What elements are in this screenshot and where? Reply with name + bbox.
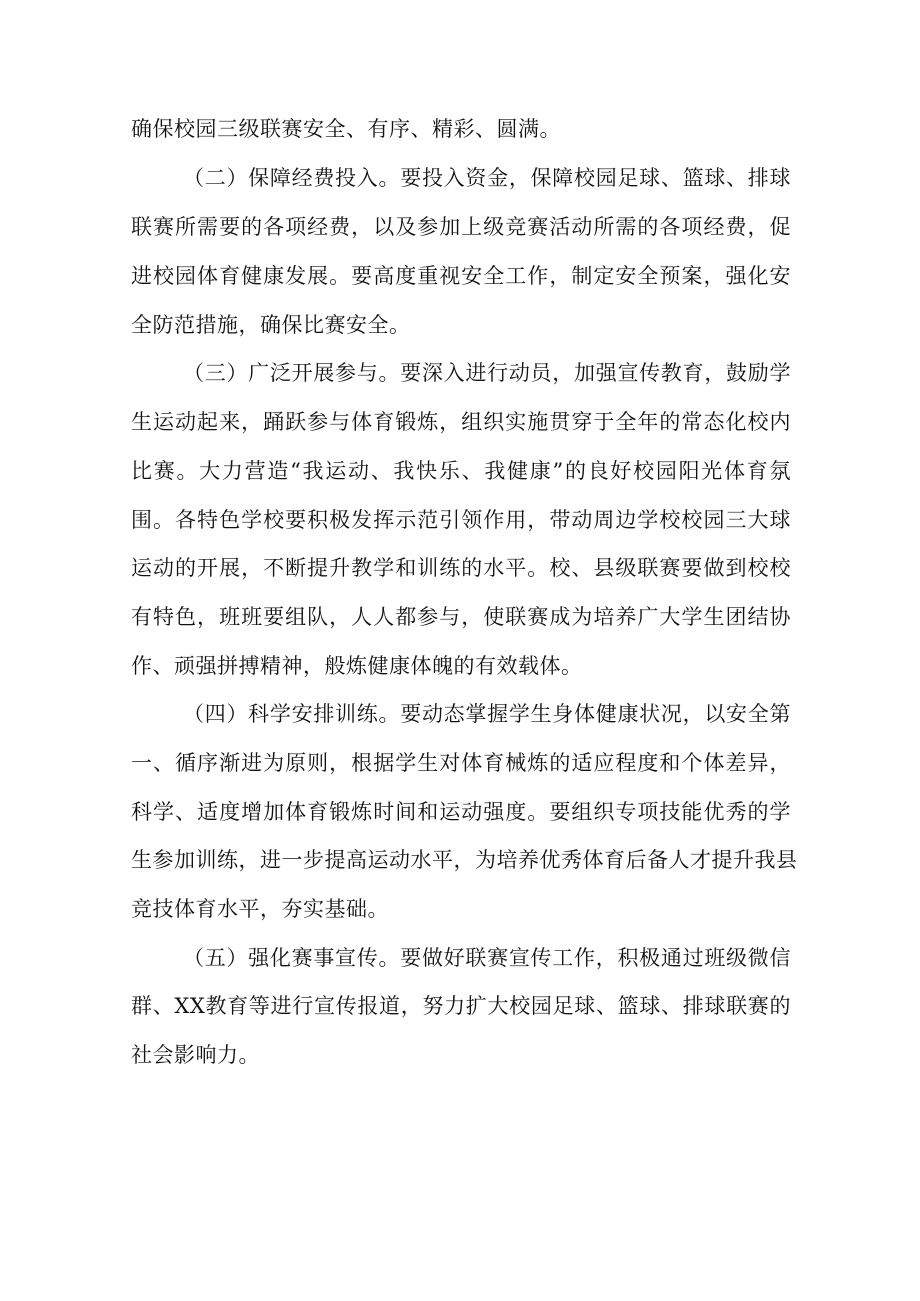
text-line: 作、顽强拼搏精神，般炼健康体魄的有效载体。 [131, 654, 583, 678]
text-line: （五）强化赛事宣传。要做好联赛宣传工作，积极通过班级微信 [183, 946, 791, 970]
text-line: 生参加训练，进一步提高运动水平，为培养优秀体育后备人才提升我县 [131, 848, 798, 872]
text-line: 社会影响力。 [131, 1043, 260, 1067]
text-line: 联赛所需要的各项经费，以及参加上级竞赛活动所需的各项经费，促 [131, 215, 791, 239]
text-line: 生运动起来，踊跃参与体育锻炼，组织实施贯穿于全年的常态化校内 [131, 410, 791, 434]
text-line: 全防范措施，确保比赛安全。 [131, 313, 411, 337]
text-line: 竞技体育水平，夯实基础。 [131, 897, 389, 921]
text-line: 运动的开展，不断提升教学和训练的水平。校、县级联赛要做到校校 [131, 556, 791, 580]
text-line: （二）保障经费投入。要投入资金，保障校园足球、篮球、排球 [183, 166, 791, 190]
text-line: （四）科学安排训练。要动态掌握学生身体健康状况，以安全第 [183, 702, 791, 726]
text-line: 比赛。大力营造“我运动、我快乐、我健康”的良好校园阳光体育氛 [131, 459, 791, 483]
text-line: （三）广泛开展参与。要深入进行动员，加强宣传教育，鼓励学 [183, 361, 791, 385]
text-line: 进校园体育健康发展。要高度重视安全工作，制定安全预案，强化安 [131, 264, 791, 288]
text-line: 有特色，班班要组队，人人都参与，使联赛成为培养广大学生团结协 [131, 605, 791, 629]
text-line: 群、XX教育等进行宣传报道，努力扩大校园足球、篮球、排球联赛的 [131, 994, 791, 1018]
text-line: 科学、适度增加体育锻炼时间和运动强度。要组织专项技能优秀的学 [131, 800, 791, 824]
text-line: 一、循序渐进为原则，根据学生对体育械炼的适应程度和个体差异， [131, 751, 791, 775]
text-line: 确保校园三级联赛安全、有序、精彩、圆满。 [131, 117, 561, 141]
text-line: 围。各特色学校要积极发挥示范引领作用，带动周边学校校园三大球 [131, 508, 791, 532]
